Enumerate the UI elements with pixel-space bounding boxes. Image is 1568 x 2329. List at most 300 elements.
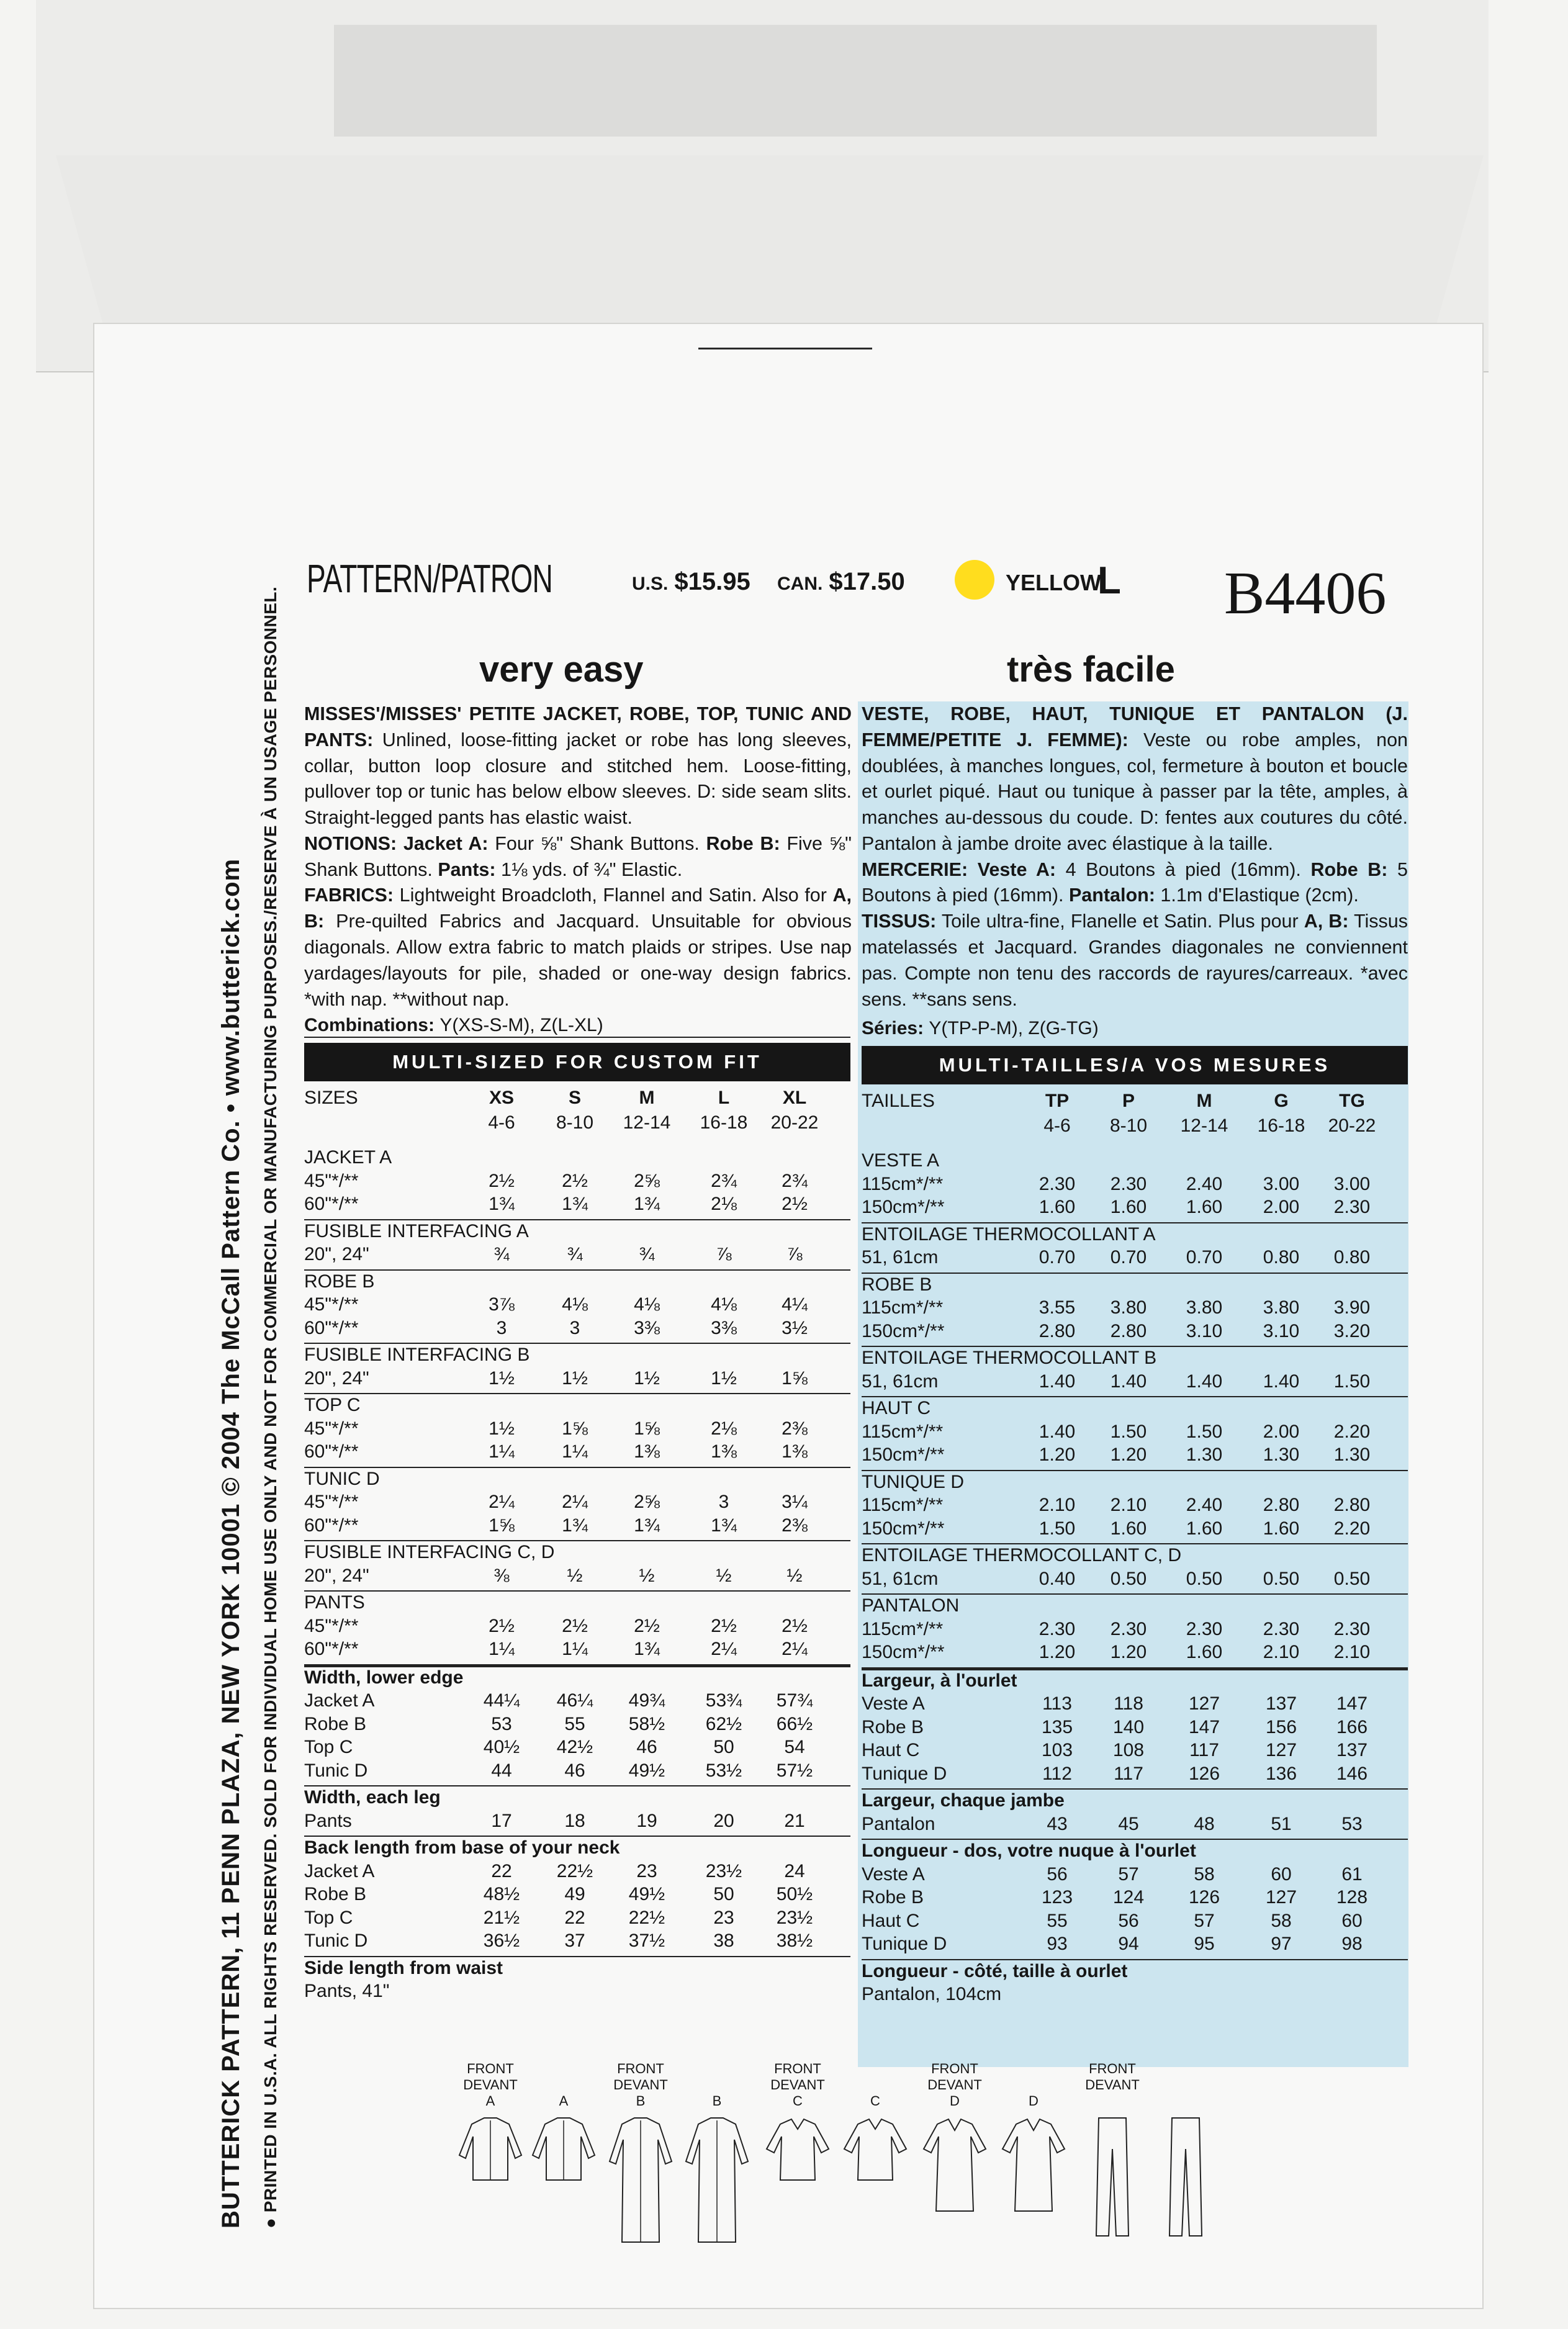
cell-value: 147	[1336, 1693, 1368, 1714]
cell-value: 127	[1188, 1693, 1220, 1714]
cell-value: 1⅝	[562, 1418, 588, 1439]
row-label: 150cm*/**	[862, 1197, 945, 1217]
cell-value: 1⅜	[711, 1441, 737, 1462]
us-price: U.S. $15.95	[632, 568, 750, 595]
cell-value: 117	[1114, 1763, 1143, 1784]
cell-value: 1.20	[1110, 1642, 1147, 1662]
cell-value: 2⅜	[782, 1418, 808, 1439]
section-heading: JACKET A	[304, 1147, 392, 1168]
view-letter: C	[793, 2093, 803, 2109]
row-rule	[862, 1470, 1408, 1471]
cell-value: 3⅜	[634, 1317, 660, 1338]
view-top	[841, 2061, 909, 2249]
cell-value: 0.80	[1333, 1247, 1371, 1268]
cell-value: 135	[1041, 1716, 1073, 1737]
row-rule	[862, 1346, 1408, 1347]
cell-value: 1.20	[1110, 1444, 1147, 1465]
row-label: 51, 61cm	[862, 1247, 939, 1268]
cell-value: 3	[569, 1317, 580, 1338]
envelope-band	[334, 25, 1377, 137]
cell-value: ⅜	[493, 1565, 510, 1586]
cell-value: 124	[1112, 1887, 1145, 1908]
cell-value: 4⅛	[711, 1294, 737, 1315]
cell-value: 1¾	[711, 1515, 737, 1536]
cell-value: 46¼	[556, 1690, 593, 1711]
cell-value: 2.80	[1039, 1320, 1076, 1341]
combo-rule-en	[304, 1037, 850, 1038]
measure-heading: Back length from base of your neck	[304, 1837, 620, 1858]
cell-value: 3.80	[1263, 1297, 1300, 1318]
view-top	[764, 2061, 832, 2249]
cell-value: 1.30	[1186, 1444, 1223, 1465]
cell-value: 53½	[705, 1760, 742, 1781]
row-label: Robe B	[304, 1713, 367, 1734]
cell-value: 1¾	[562, 1194, 588, 1214]
description-paragraph: MERCERIE: Veste A: 4 Boutons à pied (16mm). Robe B: 5 Boutons à pied (16mm). Pantalon: 1.1m d'Elastique (2cm).	[862, 858, 1408, 906]
cell-value: 53	[491, 1713, 512, 1734]
top-sketch-icon	[765, 2112, 830, 2245]
view-label-front: FRONT	[467, 2061, 514, 2076]
cell-value: 18	[564, 1810, 585, 1831]
pattern-number: B4406	[1224, 560, 1387, 627]
row-label: 150cm*/**	[862, 1444, 945, 1465]
cell-value: 3.10	[1186, 1320, 1223, 1341]
row-label: Veste A	[862, 1863, 925, 1885]
view-jacket	[456, 2061, 525, 2249]
cell-value: 38	[713, 1930, 734, 1951]
cell-value: 17	[491, 1810, 512, 1831]
size-range: 12-14	[1180, 1115, 1228, 1136]
size-range: 4-6	[1043, 1115, 1071, 1136]
view-label-devant	[529, 2077, 598, 2093]
cell-value: 2.10	[1263, 1642, 1300, 1662]
cell-value: 1.60	[1110, 1197, 1147, 1217]
cell-value: 1.50	[1333, 1371, 1371, 1392]
cell-value: 2⅜	[782, 1515, 808, 1536]
row-label: 150cm*/**	[862, 1642, 945, 1662]
cell-value: 22	[564, 1907, 585, 1928]
cell-value: 2.00	[1263, 1421, 1300, 1442]
cell-value: 2½	[489, 1170, 515, 1191]
cell-value: 20	[713, 1810, 734, 1831]
cell-value: 49½	[628, 1760, 665, 1781]
measure-heading: Width, lower edge	[304, 1667, 464, 1688]
cell-value: 37½	[628, 1930, 665, 1951]
cell-value: 58	[1271, 1910, 1292, 1931]
cell-value: 1½	[711, 1367, 737, 1389]
cell-value: 1.60	[1186, 1197, 1223, 1217]
section-heading: ENTOILAGE THERMOCOLLANT B	[862, 1348, 1157, 1368]
row-rule	[862, 1222, 1408, 1223]
cell-value: 58½	[628, 1713, 665, 1734]
row-label: Haut C	[862, 1910, 920, 1931]
section-heading: PANTS	[304, 1592, 365, 1613]
row-label: Pants, 41"	[304, 1981, 390, 2001]
cell-value: 0.50	[1333, 1568, 1371, 1589]
cell-value: 2⅛	[711, 1194, 737, 1214]
cell-value: 3⅞	[489, 1294, 515, 1315]
cell-value: 127	[1265, 1887, 1297, 1908]
cell-value: 2.00	[1263, 1197, 1300, 1217]
measure-heading: Largeur, chaque jambe	[862, 1790, 1065, 1811]
row-label: 60"*/**	[304, 1515, 359, 1536]
view-label-front	[1151, 2061, 1220, 2077]
view-letter: B	[712, 2093, 722, 2109]
cell-value: 1.40	[1263, 1371, 1300, 1392]
cell-value: 1¾	[634, 1515, 660, 1536]
section-heading: FUSIBLE INTERFACING A	[304, 1220, 529, 1241]
cell-value: 53¾	[705, 1690, 742, 1711]
color-name: YELLOW	[1006, 570, 1101, 595]
cell-value: 103	[1041, 1740, 1073, 1760]
section-heading: PANTALON	[862, 1595, 960, 1616]
cell-value: 1¾	[489, 1194, 515, 1214]
cell-value: 3.00	[1333, 1173, 1371, 1194]
section-heading: TUNIC D	[304, 1468, 380, 1489]
size-code-TP: TP	[1045, 1091, 1070, 1111]
cell-value: 1.30	[1333, 1444, 1371, 1465]
pants-sketch-icon	[1080, 2112, 1145, 2245]
cell-value: 1¼	[489, 1639, 515, 1659]
view-label-devant: DEVANT	[1085, 2077, 1140, 2092]
cell-value: 1.40	[1039, 1421, 1076, 1442]
cell-value: 62½	[705, 1713, 742, 1734]
view-letter: C	[870, 2093, 880, 2109]
cell-value: 2.40	[1186, 1173, 1223, 1194]
cell-value: 137	[1336, 1740, 1368, 1760]
row-rule	[304, 1393, 850, 1394]
measure-heading: Largeur, à l'ourlet	[862, 1670, 1017, 1691]
row-label: 60"*/**	[304, 1194, 359, 1214]
section-heading: FUSIBLE INTERFACING B	[304, 1345, 530, 1365]
cell-value: 1⅝	[489, 1515, 515, 1536]
cell-value: 0.70	[1039, 1247, 1076, 1268]
row-label: Jacket A	[304, 1860, 375, 1881]
section-heading: ROBE B	[304, 1271, 375, 1292]
size-code-L: L	[718, 1088, 730, 1108]
cell-value: 1.60	[1186, 1518, 1223, 1539]
cell-value: 2.20	[1333, 1421, 1371, 1442]
cell-value: 1.60	[1186, 1642, 1223, 1662]
measure-heading: Longueur - côté, taille à ourlet	[862, 1960, 1128, 1981]
cell-value: 3.55	[1039, 1297, 1076, 1318]
row-rule	[862, 1396, 1408, 1397]
size-code-M: M	[1196, 1091, 1212, 1111]
cell-value: 1¾	[634, 1194, 660, 1214]
cell-value: 2.30	[1186, 1618, 1223, 1639]
row-label: 45"*/**	[304, 1418, 359, 1439]
cell-value: 4¼	[782, 1294, 808, 1315]
cell-value: 1.60	[1110, 1518, 1147, 1539]
row-label: Pants	[304, 1810, 352, 1831]
view-jacket	[529, 2061, 598, 2249]
cell-value: 123	[1041, 1887, 1073, 1908]
row-label: Top C	[304, 1737, 353, 1757]
combinations-fr: Séries: Y(TP-P-M), Z(G-TG)	[862, 1018, 1099, 1038]
cell-value: 2½	[489, 1615, 515, 1636]
cell-value: 60	[1271, 1863, 1292, 1885]
cell-value: 42½	[556, 1737, 593, 1757]
cell-value: ⅞	[716, 1244, 732, 1264]
cell-value: 3½	[782, 1317, 808, 1338]
view-robe	[683, 2061, 751, 2249]
row-label: 45"*/**	[304, 1492, 359, 1512]
size-code-XS: XS	[489, 1088, 515, 1108]
cell-value: 95	[1194, 1934, 1215, 1954]
row-label: Robe B	[862, 1887, 924, 1908]
cell-value: 1½	[489, 1367, 515, 1389]
cell-value: 23	[713, 1907, 734, 1928]
cell-value: 57½	[776, 1760, 813, 1781]
cell-value: 2¾	[782, 1170, 808, 1191]
cell-value: 0.70	[1110, 1247, 1147, 1268]
cell-value: 2.20	[1333, 1518, 1371, 1539]
measure-heading: Longueur - dos, votre nuque à l'ourlet	[862, 1840, 1196, 1861]
view-label-devant	[999, 2077, 1068, 2093]
sizes-label: SIZES	[304, 1088, 358, 1108]
cell-value: 57¾	[776, 1690, 813, 1711]
row-label: 60"*/**	[304, 1317, 359, 1338]
cell-value: 127	[1265, 1740, 1297, 1760]
cell-value: 2¼	[782, 1639, 808, 1659]
view-label-front	[683, 2061, 751, 2077]
cell-value: 50½	[776, 1884, 813, 1904]
cell-value: 94	[1118, 1934, 1139, 1954]
cell-value: ½	[786, 1565, 803, 1586]
title-fr: très facile	[1007, 649, 1175, 690]
row-label: 45"*/**	[304, 1615, 359, 1636]
size-code-S: S	[568, 1088, 581, 1108]
cell-value: 1.60	[1039, 1197, 1076, 1217]
cell-value: 1.50	[1110, 1421, 1147, 1442]
cell-value: 2.30	[1110, 1618, 1147, 1639]
cell-value: 1¼	[562, 1639, 588, 1659]
view-letter: D	[1029, 2093, 1039, 2109]
cell-value: 21½	[483, 1907, 520, 1928]
cell-value: 156	[1265, 1716, 1297, 1737]
row-rule	[862, 1593, 1408, 1595]
cell-value: 22	[491, 1860, 512, 1881]
bar-en: MULTI-SIZED FOR CUSTOM FIT	[304, 1043, 850, 1081]
cell-value: 0.50	[1186, 1568, 1223, 1589]
description-paragraph: TISSUS: Toile ultra-fine, Flanelle et Satin. Plus pour A, B: Tissus matelassés et Jacquard. Grandes diagonales ne conviennent pas. Compte non tenu des raccords de rayures/carreaux. *avec sens. **sans sens.	[862, 911, 1408, 1010]
cell-value: 1.40	[1110, 1371, 1147, 1392]
tunic-sketch-icon	[922, 2112, 987, 2245]
cell-value: 1¾	[634, 1639, 660, 1659]
row-label: 45"*/**	[304, 1170, 359, 1191]
row-rule-thick	[304, 1664, 850, 1667]
row-label: 115cm*/**	[862, 1421, 944, 1442]
row-label: 20", 24"	[304, 1367, 369, 1389]
cell-value: 98	[1341, 1934, 1363, 1954]
size-code-G: G	[1274, 1091, 1289, 1111]
cell-value: 2½	[782, 1615, 808, 1636]
view-label-front: FRONT	[1089, 2061, 1136, 2076]
row-rule	[304, 1343, 850, 1344]
row-label: 51, 61cm	[862, 1371, 939, 1392]
row-label: 60"*/**	[304, 1639, 359, 1659]
cell-value: 2.80	[1333, 1495, 1371, 1515]
cell-value: 2½	[782, 1194, 808, 1214]
cell-value: 2¾	[711, 1170, 737, 1191]
size-code-M: M	[639, 1088, 655, 1108]
jacket-sketch-icon	[531, 2112, 596, 2245]
row-label: 115cm*/**	[862, 1297, 944, 1318]
cell-value: 49	[564, 1884, 585, 1904]
row-rule	[862, 1788, 1408, 1790]
size-range: 4-6	[488, 1112, 515, 1133]
cell-value: 0.50	[1263, 1568, 1300, 1589]
cell-value: 2⅛	[711, 1418, 737, 1439]
cell-value: 58	[1194, 1863, 1215, 1885]
row-label: 20", 24"	[304, 1565, 369, 1586]
row-rule	[304, 1590, 850, 1592]
cell-value: 1.60	[1263, 1518, 1300, 1539]
cell-value: 140	[1112, 1716, 1145, 1737]
cell-value: 2¼	[711, 1639, 737, 1659]
cell-value: 1.40	[1186, 1371, 1223, 1392]
cell-value: 3	[718, 1492, 729, 1512]
cell-value: 0.70	[1186, 1247, 1223, 1268]
combinations-en: Combinations: Y(XS-S-M), Z(L-XL)	[304, 1015, 603, 1035]
cell-value: 46	[564, 1760, 585, 1781]
cell-value: 2½	[562, 1170, 588, 1191]
cell-value: 1¼	[562, 1441, 588, 1462]
cell-value: 3¼	[782, 1492, 808, 1512]
cell-value: 1½	[562, 1367, 588, 1389]
view-label-devant: DEVANT	[463, 2077, 518, 2092]
row-rule	[862, 1543, 1408, 1544]
cell-value: 1⅝	[634, 1418, 660, 1439]
cell-value: 40½	[483, 1737, 520, 1757]
cell-value: 1¼	[489, 1441, 515, 1462]
cell-value: 146	[1336, 1763, 1368, 1784]
cell-value: 55	[1047, 1910, 1068, 1931]
row-rule-thick	[862, 1667, 1408, 1670]
row-label: Veste A	[862, 1693, 925, 1714]
cell-value: 0.80	[1263, 1247, 1300, 1268]
section-heading: VESTE A	[862, 1150, 940, 1171]
row-label: Tunique D	[862, 1934, 947, 1954]
robe-sketch-icon	[685, 2112, 749, 2245]
section-heading: ENTOILAGE THERMOCOLLANT A	[862, 1223, 1156, 1245]
cell-value: 56	[1118, 1910, 1139, 1931]
row-label: 115cm*/**	[862, 1618, 944, 1639]
size-code: L	[1097, 559, 1121, 602]
row-label: 115cm*/**	[862, 1495, 944, 1515]
cell-value: 4⅛	[634, 1294, 660, 1315]
cell-value: 2.10	[1110, 1495, 1147, 1515]
row-label: Haut C	[862, 1740, 920, 1760]
cell-value: ¾	[493, 1244, 510, 1264]
cell-value: 66½	[776, 1713, 813, 1734]
cell-value: 3.80	[1110, 1297, 1147, 1318]
jacket-sketch-icon	[458, 2112, 523, 2245]
cell-value: 2⅝	[634, 1492, 660, 1512]
description-paragraph: VESTE, ROBE, HAUT, TUNIQUE ET PANTALON (J. FEMME/PETITE J. FEMME): Veste ou robe amples, non doublées, à manches longues, col, fermeture à bouton et boucle et ourlet piqué. Haut ou tunique à passer par la tête, amples, à manches au-dessous du coude. D: fentes aux coutures du côté. Pantalon à jambe droite avec élastique à la taille.	[862, 703, 1408, 854]
row-label: Top C	[304, 1907, 353, 1928]
cell-value: 1.50	[1186, 1421, 1223, 1442]
cell-value: 0.50	[1110, 1568, 1147, 1589]
robe-sketch-icon	[608, 2112, 673, 2245]
cell-value: 1.50	[1039, 1518, 1076, 1539]
cell-value: 22½	[556, 1860, 593, 1881]
cell-value: 44	[491, 1760, 512, 1781]
cell-value: ⅞	[786, 1244, 803, 1264]
cell-value: ½	[716, 1565, 732, 1586]
row-label: 115cm*/**	[862, 1173, 944, 1194]
row-label: Tunique D	[862, 1763, 947, 1784]
top-sketch-icon	[843, 2112, 908, 2245]
row-label: Tunic D	[304, 1930, 368, 1951]
yellow-dot-icon	[955, 560, 994, 600]
view-pants	[1078, 2061, 1147, 2249]
view-letter: A	[559, 2093, 569, 2109]
cell-value: 117	[1189, 1740, 1219, 1760]
section-heading: HAUT C	[862, 1398, 931, 1418]
cell-value: 2.30	[1263, 1618, 1300, 1639]
cell-value: 23½	[776, 1907, 813, 1928]
view-label-devant: DEVANT	[613, 2077, 668, 2092]
cell-value: 118	[1114, 1693, 1143, 1714]
cell-value: 166	[1336, 1716, 1368, 1737]
cell-value: 126	[1188, 1763, 1220, 1784]
cell-value: 21	[784, 1810, 805, 1831]
cell-value: 54	[784, 1737, 805, 1757]
row-rule	[304, 1219, 850, 1220]
view-label-devant	[1151, 2077, 1220, 2093]
description-paragraph: NOTIONS: Jacket A: Four ⅝" Shank Buttons. Robe B: Five ⅝" Shank Buttons. Pants: 1⅛ yds. of ¾" Elastic.	[304, 832, 852, 880]
view-pants	[1151, 2061, 1220, 2249]
row-label: 150cm*/**	[862, 1320, 945, 1341]
tunic-sketch-icon	[1001, 2112, 1066, 2245]
cell-value: 50	[713, 1884, 734, 1904]
cell-value: 38½	[776, 1930, 813, 1951]
title-en: very easy	[479, 649, 644, 690]
view-letter: D	[950, 2093, 960, 2109]
row-label: Robe B	[304, 1884, 367, 1904]
cell-value: 57	[1194, 1910, 1215, 1931]
view-label-devant	[841, 2077, 909, 2093]
row-rule	[304, 1785, 850, 1786]
cell-value: 1½	[634, 1367, 660, 1389]
cell-value: 108	[1112, 1740, 1145, 1760]
size-range: 8-10	[1109, 1115, 1148, 1136]
cell-value: 2¼	[489, 1492, 515, 1512]
pattern-label: PATTERN/PATRON	[307, 556, 553, 601]
section-heading: ENTOILAGE THERMOCOLLANT C, D	[862, 1545, 1182, 1565]
cell-value: 1⅝	[782, 1367, 808, 1389]
view-label-devant: DEVANT	[770, 2077, 825, 2092]
cell-value: 1.30	[1263, 1444, 1300, 1465]
cell-value: ½	[639, 1565, 655, 1586]
cell-value: 126	[1188, 1887, 1220, 1908]
cell-value: 46	[636, 1737, 657, 1757]
cell-value: ¾	[567, 1244, 583, 1264]
cell-value: 49¾	[628, 1690, 665, 1711]
cell-value: 22½	[628, 1907, 665, 1928]
cell-value: 44¼	[483, 1690, 520, 1711]
copyright-line: ● PRINTED IN U.S.A. ALL RIGHTS RESERVED. SOLD FOR INDIVIDUAL HOME USE ONLY AND NOT FOR COMMERCIAL OR MANUFACTURING PURPOSES./RESERVE À UN USAGE PERSONNEL.	[261, 586, 280, 2228]
cell-value: 56	[1047, 1863, 1068, 1885]
row-label: Pantalon	[862, 1813, 935, 1834]
description-paragraph: FABRICS: Lightweight Broadcloth, Flannel and Satin. Also for A, B: Pre-quilted Fabrics and Jacquard. Unsuitable for obvious diagonals. Allow extra fabric to match plaids or stripes. Use nap yardages/layouts for pile, shaded or one-way design fabrics. *with nap. **without nap.	[304, 885, 852, 1010]
section-heading: FUSIBLE INTERFACING C, D	[304, 1542, 555, 1562]
row-rule	[862, 1839, 1408, 1840]
view-letter	[1151, 2093, 1220, 2112]
view-robe	[606, 2061, 675, 2249]
size-range: 20-22	[770, 1112, 819, 1133]
